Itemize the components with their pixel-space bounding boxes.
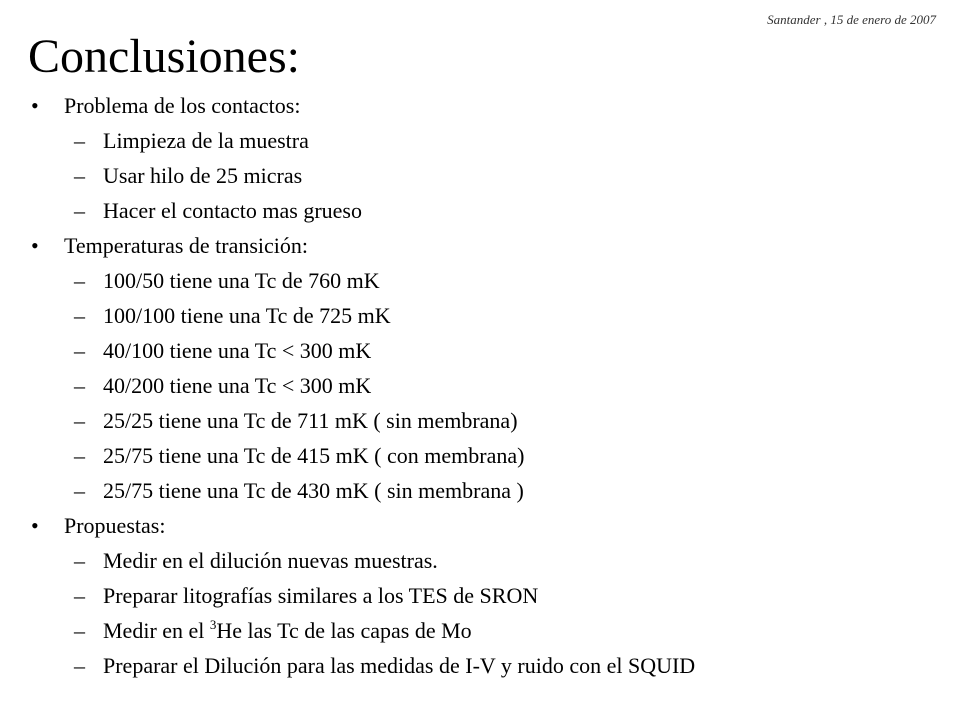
- list-item: [0, 193, 960, 228]
- list-item-text: 100/100 tiene una Tc de 725 mK: [103, 303, 391, 328]
- bullet-marker: •: [31, 233, 39, 258]
- list-item-text: 25/25 tiene una Tc de 711 mK ( sin membrana): [103, 408, 518, 433]
- slide-title: Conclusiones:: [28, 30, 300, 83]
- section-propuestas: [0, 508, 960, 543]
- list-item: [0, 543, 960, 578]
- section-label: Propuestas:: [64, 513, 166, 538]
- list-item-text: Preparar el Dilución para las medidas de I-V y ruido con el SQUID: [103, 653, 696, 678]
- list-item: [0, 263, 960, 298]
- dash-marker: –: [74, 618, 85, 643]
- section-label: Problema de los contactos:: [64, 93, 301, 118]
- bullet-list: [0, 88, 960, 683]
- list-item-text: Preparar litografías similares a los TES de SRON: [103, 583, 539, 608]
- list-item: [0, 648, 960, 683]
- dash-marker: –: [74, 338, 85, 363]
- list-item: [0, 403, 960, 438]
- list-item-text-start: Medir en el: [103, 618, 210, 643]
- list-item: [0, 473, 960, 508]
- superscript-isotope: 3: [209, 617, 217, 632]
- list-item: [0, 158, 960, 193]
- dash-marker: –: [74, 583, 85, 608]
- dash-marker: –: [74, 303, 85, 328]
- dash-marker: –: [74, 198, 85, 223]
- list-item-text: Limpieza de la muestra: [103, 128, 309, 153]
- list-item-text-end: He las Tc de las capas de Mo: [216, 618, 472, 643]
- list-item-text: Hacer el contacto mas grueso: [103, 198, 362, 223]
- dash-marker: –: [74, 478, 85, 503]
- section-label: Temperaturas de transición:: [64, 233, 309, 258]
- list-item-text: Medir en el dilución nuevas muestras.: [103, 548, 438, 573]
- dash-marker: –: [74, 443, 85, 468]
- dash-marker: –: [74, 163, 85, 188]
- list-item: [0, 578, 960, 613]
- bullet-marker: •: [31, 93, 39, 118]
- list-item-text: Usar hilo de 25 micras: [103, 163, 303, 188]
- dash-marker: –: [74, 548, 85, 573]
- list-item-text: 40/200 tiene una Tc < 300 mK: [103, 373, 372, 398]
- bullet-marker: •: [31, 513, 39, 538]
- list-item: [0, 333, 960, 368]
- header-note: Santander , 15 de enero de 2007: [767, 12, 936, 27]
- list-item-text: 25/75 tiene una Tc de 415 mK ( con membrana): [103, 443, 525, 468]
- list-item: [0, 368, 960, 403]
- section-temperaturas: [0, 228, 960, 263]
- dash-marker: –: [74, 408, 85, 433]
- list-item: [0, 123, 960, 158]
- dash-marker: –: [74, 653, 85, 678]
- list-item-text: 40/100 tiene una Tc < 300 mK: [103, 338, 372, 363]
- dash-marker: –: [74, 373, 85, 398]
- list-item: [0, 298, 960, 333]
- list-item-text: 100/50 tiene una Tc de 760 mK: [103, 268, 380, 293]
- list-item: [0, 438, 960, 473]
- section-problema-contactos: [0, 88, 960, 123]
- list-item-text: 25/75 tiene una Tc de 430 mK ( sin membrana ): [103, 478, 524, 503]
- dash-marker: –: [74, 268, 85, 293]
- list-item: [0, 613, 960, 648]
- list-item-text: [103, 613, 472, 648]
- dash-marker: –: [74, 128, 85, 153]
